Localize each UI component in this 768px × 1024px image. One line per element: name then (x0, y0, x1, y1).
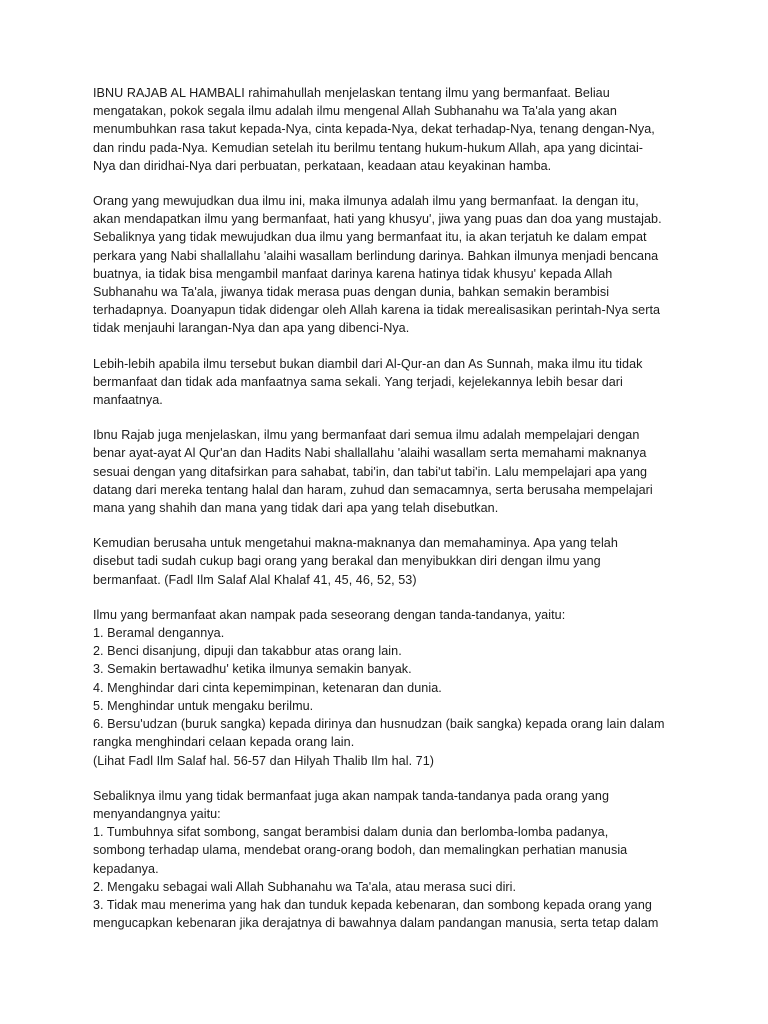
text-line: 3. Tidak mau menerima yang hak dan tunduk kepada kebenaran, dan sombong kepada orang yang (93, 897, 652, 912)
text-line: datang dari mereka tentang halal dan haram, zuhud dan semacamnya, serta berusaha mempelajari (93, 482, 653, 497)
paragraph (93, 787, 683, 933)
text-line: perkara yang Nabi shallallahu 'alaihi wasallam berlindung darinya. Bahkan ilmunya menjadi bencana (93, 248, 659, 263)
text-line: menyandangnya yaitu: (93, 806, 221, 821)
text-line: Kemudian berusaha untuk mengetahui makna-maknanya dan memahaminya. Apa yang telah (93, 536, 618, 551)
text-line: sesuai dengan yang ditafsirkan para sahabat, tabi'in, dan tabi'ut tabi'in. Lalu mempelajari apa yang (93, 464, 648, 479)
text-line: manfaatnya. (93, 393, 163, 408)
text-line: dan rindu pada-Nya. Kemudian setelah itu berilmu tentang hukum-hukum Allah, apa yang dicintai- (93, 140, 644, 155)
text-line: 1. Beramal dengannya. (93, 626, 225, 641)
text-line: 2. Mengaku sebagai wali Allah Subhanahu wa Ta'ala, atau merasa suci diri. (93, 879, 517, 894)
text-line: Nya dan diridhai-Nya dari perbuatan, perkataan, keadaan atau keyakinan hamba. (93, 158, 552, 173)
text-line: 1. Tumbuhnya sifat sombong, sangat berambisi dalam dunia dan berlomba-lomba padanya, (93, 825, 609, 840)
text-line: akan mendapatkan ilmu yang bermanfaat, hati yang khusyu', jiwa yang puas dan doa yang mustajab. (93, 212, 662, 227)
text-line: disebut tadi sudah cukup bagi orang yang berakal dan menyibukkan diri dengan ilmu yang (93, 554, 601, 569)
text-line: mengucapkan kebenaran jika derajatnya di bawahnya dalam pandangan manusia, serta tetap dalam (93, 916, 659, 931)
text-line: bermanfaat dan tidak ada manfaatnya sama sekali. Yang terjadi, kejelekannya lebih besar dari (93, 374, 623, 389)
paragraph (93, 355, 683, 410)
text-line: 3. Semakin bertawadhu' ketika ilmunya semakin banyak. (93, 662, 412, 677)
text-line: bermanfaat. (Fadl Ilm Salaf Alal Khalaf 41, 45, 46, 52, 53) (93, 572, 417, 587)
text-line: (Lihat Fadl Ilm Salaf hal. 56-57 dan Hilyah Thalib Ilm hal. 71) (93, 753, 435, 768)
text-line: mana yang shahih dan mana yang tidak dari apa yang telah disebutkan. (93, 501, 499, 516)
text-line: Subhanahu wa Ta'ala, jiwanya tidak merasa puas dengan dunia, bahkan semakin berambisi (93, 285, 610, 300)
text-line: rangka menghindari celaan kepada orang lain. (93, 735, 355, 750)
text-line: terhadapnya. Doanyapun tidak didengar oleh Allah karena ia tidak merealisasikan perintah-Nya serta (93, 303, 661, 318)
text-line: Orang yang mewujudkan dua ilmu ini, maka ilmunya adalah ilmu yang bermanfaat. Ia dengan itu, (93, 194, 639, 209)
text-line: 6. Bersu'udzan (buruk sangka) kepada dirinya dan husnudzan (baik sangka) kepada orang lain dalam (93, 717, 665, 732)
paragraph (93, 534, 683, 589)
text-line: menumbuhkan rasa takut kepada-Nya, cinta kepada-Nya, dekat terhadap-Nya, tenang dengan-Nya, (93, 122, 655, 137)
text-line: 5. Menghindar untuk mengaku berilmu. (93, 698, 314, 713)
text-line: benar ayat-ayat Al Qur'an dan Hadits Nabi shallallahu 'alaihi wasallam serta memahami maknanya (93, 446, 647, 461)
text-line: 2. Benci disanjung, dipuji dan takabbur atas orang lain. (93, 644, 402, 659)
text-line: Ibnu Rajab juga menjelaskan, ilmu yang bermanfaat dari semua ilmu adalah mempelajari dengan (93, 428, 640, 443)
text-line: IBNU RAJAB AL HAMBALI rahimahullah menjelaskan tentang ilmu yang bermanfaat. Beliau (93, 86, 610, 100)
text-line: 4. Menghindar dari cinta kepemimpinan, ketenaran dan dunia. (93, 680, 442, 695)
paragraph (93, 84, 683, 175)
text-line: Lebih-lebih apabila ilmu tersebut bukan diambil dari Al-Qur-an dan As Sunnah, maka ilmu itu tidak (93, 356, 643, 371)
paragraph (93, 192, 683, 338)
text-line: Sebaliknya ilmu yang tidak bermanfaat juga akan nampak tanda-tandanya pada orang yang (93, 788, 610, 803)
document-body (93, 84, 683, 949)
text-line: Ilmu yang bermanfaat akan nampak pada seseorang dengan tanda-tandanya, yaitu: (93, 607, 566, 622)
text-line: kepadanya. (93, 861, 159, 876)
paragraph (93, 426, 683, 517)
text-line: Sebaliknya yang tidak mewujudkan dua ilmu yang bermanfaat itu, ia akan terjatuh ke dalam empat (93, 230, 647, 245)
text-line: tidak menjauhi larangan-Nya dan apa yang dibenci-Nya. (93, 321, 410, 336)
paragraph (93, 606, 683, 770)
text-line: mengatakan, pokok segala ilmu adalah ilmu mengenal Allah Subhanahu wa Ta'ala yang akan (93, 104, 617, 119)
text-line: sombong terhadap ulama, mendebat orang-orang bodoh, dan memalingkan perhatian manusia (93, 843, 628, 858)
text-line: buatnya, ia tidak bisa mengambil manfaat darinya karena hatinya tidak khusyu' kepada Allah (93, 266, 613, 281)
